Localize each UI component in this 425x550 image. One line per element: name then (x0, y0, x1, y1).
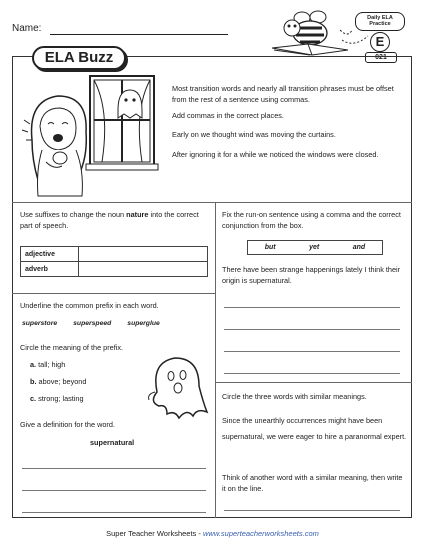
scared-girl-window-illustration (18, 70, 168, 198)
answer-line[interactable] (224, 329, 400, 330)
option-c-text: strong; lasting (38, 394, 84, 403)
suffix-instruction (20, 210, 208, 231)
meaning-option-c[interactable] (30, 394, 84, 405)
ghost-icon (145, 352, 211, 422)
adjective-answer-cell[interactable] (79, 247, 208, 262)
worksheet-title: ELA Buzz (32, 46, 126, 70)
prefix-word-superglue[interactable]: superglue (127, 320, 160, 327)
conjunction-yet[interactable]: yet (309, 244, 320, 251)
sentence-1[interactable]: Early on we thought wind was moving the curtains. (172, 129, 336, 139)
runon-sentence: There have been strange happenings lately I think their origin is supernatural. (222, 265, 401, 285)
transition-rule: Most transition words and nearly all transition phrases must be offset from the rest of a sentence using commas. (172, 84, 394, 104)
option-b-letter: b. (30, 377, 37, 386)
suffix-noun: nature (126, 210, 149, 219)
prefix-instruction: Underline the common prefix in each word. (20, 301, 159, 310)
conjunction-box (247, 240, 383, 255)
circle-meaning-instruction: Circle the meaning of the prefix. (20, 343, 124, 352)
answer-line[interactable] (224, 307, 400, 308)
divider (215, 202, 216, 518)
table-row (21, 262, 208, 277)
definition-line[interactable] (22, 512, 206, 513)
conjunction-but[interactable]: but (264, 244, 276, 251)
adverb-answer-cell[interactable] (79, 262, 208, 277)
name-field[interactable] (50, 34, 228, 35)
suffix-table (20, 246, 208, 277)
level-letter: E (370, 32, 390, 52)
definition-line[interactable] (22, 490, 206, 491)
dashed-trail-icon (340, 28, 370, 48)
prefix-word-superstore[interactable]: superstore (22, 320, 58, 327)
comma-instruction: Add commas in the correct places. (172, 111, 284, 121)
meaning-option-b[interactable] (30, 377, 86, 388)
name-label: Name: (12, 23, 42, 34)
conjunction-and[interactable]: and (352, 244, 366, 251)
footer (0, 529, 425, 538)
similar-instruction: Circle the three words with similar meanings. (222, 392, 367, 401)
badge-line-2: Practice (369, 21, 391, 28)
badge-line-1: Daily ELA (367, 15, 393, 21)
suffix-text-before: Use suffixes to change the noun (20, 210, 127, 219)
definition-word: supernatural (90, 438, 135, 447)
prefix-word-superspeed[interactable]: superspeed (73, 320, 112, 327)
suffix-text-after: into the correct part of speech. (20, 210, 199, 230)
daily-practice-badge (355, 12, 405, 31)
similar-sentence[interactable]: Since the unearthly occurrences might have been supernatural, we were eager to hire a paranormal expert. (222, 416, 407, 441)
answer-line[interactable] (224, 373, 400, 374)
footer-brand: Super Teacher Worksheets - (106, 529, 203, 538)
runon-instruction: Fix the run-on sentence using a comma and the correct conjunction from the box. (222, 210, 401, 230)
definition-line[interactable] (22, 468, 206, 469)
suffix-label-adverb: adverb (21, 262, 79, 277)
option-a-letter: a. (30, 360, 37, 369)
divider (12, 202, 412, 203)
option-c-letter: c. (30, 394, 37, 403)
divider (12, 293, 215, 294)
definition-instruction: Give a definition for the word. (20, 420, 115, 429)
footer-url[interactable]: www.superteacherworksheets.com (202, 529, 319, 538)
option-a-text: tall; high (38, 360, 66, 369)
transition-section (172, 84, 406, 169)
meaning-option-a[interactable] (30, 360, 65, 371)
prefix-word-list (22, 320, 160, 327)
worksheet-code: 021 (365, 52, 397, 63)
divider (215, 382, 412, 383)
similar-word-line[interactable] (224, 510, 400, 511)
suffix-label-adjective: adjective (21, 247, 79, 262)
sentence-2[interactable]: After ignoring it for a while we noticed the windows were closed. (172, 150, 379, 160)
similar-think-instruction: Think of another word with a similar meaning, then write it on the line. (222, 473, 403, 493)
table-row (21, 247, 208, 262)
answer-line[interactable] (224, 351, 400, 352)
option-b-text: above; beyond (38, 377, 87, 386)
